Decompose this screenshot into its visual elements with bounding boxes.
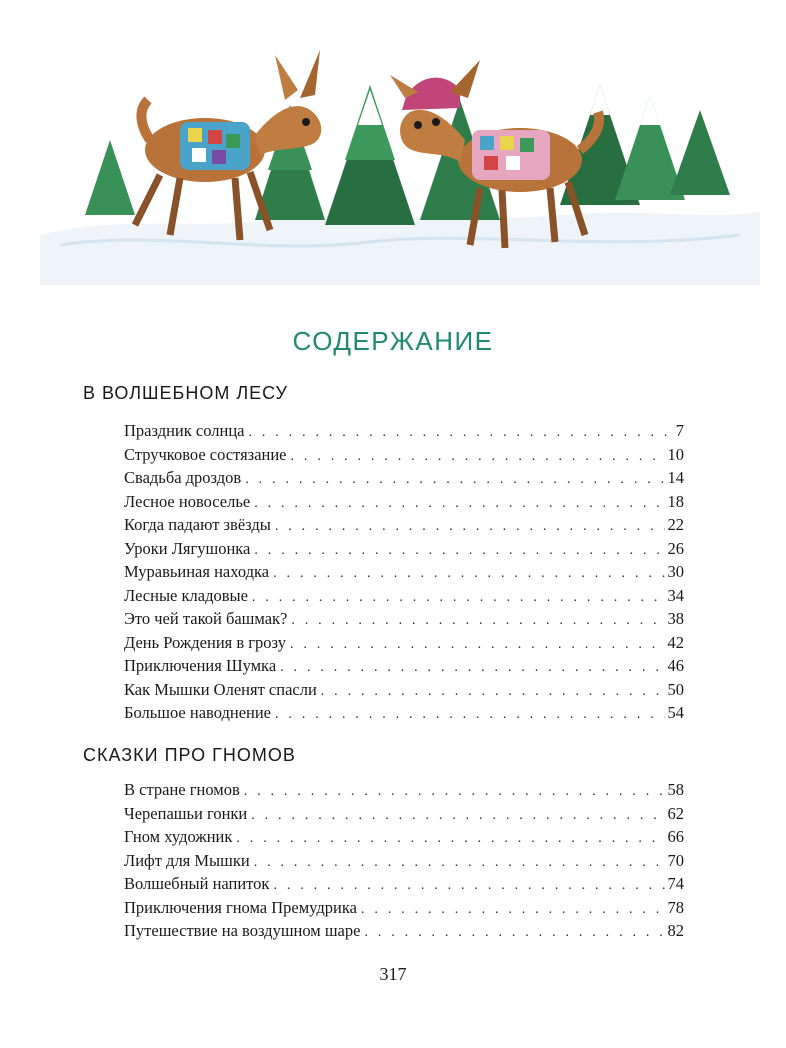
toc-entry[interactable] [124, 802, 684, 826]
toc-entry-page: 46 [667, 656, 684, 675]
toc-entry-title: Свадьба дроздов [124, 468, 242, 487]
toc-entry-page: 54 [667, 703, 684, 722]
toc-leader-dots [254, 851, 665, 875]
toc-leader-dots [248, 421, 672, 445]
toc-entry[interactable] [124, 701, 684, 725]
toc-entry-page: 7 [675, 421, 684, 440]
toc-entry-title: Стручковое состязание [124, 444, 287, 464]
toc-entry-page: 10 [667, 444, 684, 464]
toc-entry[interactable] [124, 849, 684, 873]
toc-entry[interactable] [124, 560, 684, 584]
toc-entry-title: Муравьиная находка [124, 562, 270, 581]
toc-entry-title: Уроки Лягушонка [124, 538, 251, 558]
toc-entry[interactable] [124, 584, 684, 608]
toc-entry-page: 62 [667, 803, 684, 823]
toc-leader-dots [254, 492, 664, 516]
toc-entry[interactable] [124, 896, 684, 920]
toc-entry-title: Путешествие на воздушном шаре [124, 921, 361, 940]
toc-entry-page: 74 [667, 874, 684, 893]
section-heading: СКАЗКИ ПРО ГНОМОВ [83, 745, 296, 765]
toc-entry-page: 70 [667, 850, 684, 870]
toc-entry-page: 78 [667, 897, 684, 917]
toc-leader-dots [273, 874, 664, 898]
toc-entry[interactable] [124, 537, 684, 561]
toc-entry[interactable] [124, 443, 684, 467]
toc-entry[interactable] [124, 778, 684, 802]
toc-entry-title: Приключения Шумка [124, 656, 277, 675]
toc-entry-title: Гном художник [124, 827, 233, 846]
toc-entry-page: 42 [667, 632, 684, 652]
toc-leader-dots [275, 703, 664, 727]
toc-entry-page: 30 [667, 562, 684, 581]
toc-entry-page: 66 [667, 827, 684, 846]
toc-leader-dots [291, 609, 664, 633]
toc-entry-title: Лесное новоселье [124, 491, 251, 511]
toc-leader-dots [254, 539, 664, 563]
toc-leader-dots [273, 562, 664, 586]
toc-entry-title: День Рождения в грозу [124, 632, 286, 652]
toc-entry-title: Лифт для Мышки [124, 850, 250, 870]
toc-leader-dots [236, 827, 664, 851]
toc-list [124, 419, 684, 725]
toc-entry-page: 18 [667, 491, 684, 511]
toc-leader-dots [290, 633, 665, 657]
toc-entry-title: Как Мышки Оленят спасли [124, 679, 317, 699]
toc-entry-title: Черепашьи гонки [124, 803, 248, 823]
toc-entry-page: 50 [667, 679, 684, 699]
toc-entry-page: 26 [667, 538, 684, 558]
toc-entry-page: 14 [667, 468, 684, 487]
toc-leader-dots [251, 804, 664, 828]
toc-leader-dots [244, 780, 665, 804]
toc-entry-title: Лесные кладовые [124, 585, 248, 605]
toc-entry[interactable] [124, 419, 684, 443]
toc-leader-dots [291, 445, 665, 469]
toc-entry[interactable] [124, 872, 684, 896]
toc-leader-dots [321, 680, 665, 704]
toc-entry-title: Когда падают звёзды [124, 515, 271, 534]
toc-entry-title: Праздник солнца [124, 421, 245, 440]
toc-entry[interactable] [124, 513, 684, 537]
toc-leader-dots [245, 468, 664, 492]
toc-entry[interactable] [124, 919, 684, 943]
toc-entry-title: Большое наводнение [124, 703, 272, 722]
toc-leader-dots [280, 656, 664, 680]
toc-entry-title: Это чей такой башмак? [124, 609, 288, 628]
toc-entry[interactable] [124, 490, 684, 514]
section-heading: В ВОЛШЕБНОМ ЛЕСУ [83, 383, 288, 403]
toc-leader-dots [364, 921, 664, 945]
toc-entry[interactable] [124, 825, 684, 849]
toc-list [124, 778, 684, 943]
toc-leader-dots [275, 515, 665, 539]
toc-entry-page: 22 [667, 515, 684, 534]
toc-entry[interactable] [124, 466, 684, 490]
fawns-illustration [40, 30, 760, 285]
toc-entry[interactable] [124, 607, 684, 631]
toc-leader-dots [252, 586, 665, 610]
page-title: СОДЕРЖАНИЕ [292, 326, 494, 356]
toc-entry-page: 38 [667, 609, 684, 628]
toc-entry-page: 58 [667, 780, 684, 799]
toc-entry-title: Приключения гнома Премудрика [124, 897, 357, 917]
toc-entry-title: В стране гномов [124, 780, 240, 799]
toc-entry[interactable] [124, 631, 684, 655]
toc-entry-page: 34 [667, 585, 684, 605]
toc-entry-page: 82 [667, 921, 684, 940]
toc-entry[interactable] [124, 678, 684, 702]
page-number: 317 [379, 964, 407, 984]
toc-leader-dots [361, 898, 665, 922]
toc-entry-title: Волшебный напиток [124, 874, 270, 893]
toc-entry[interactable] [124, 654, 684, 678]
